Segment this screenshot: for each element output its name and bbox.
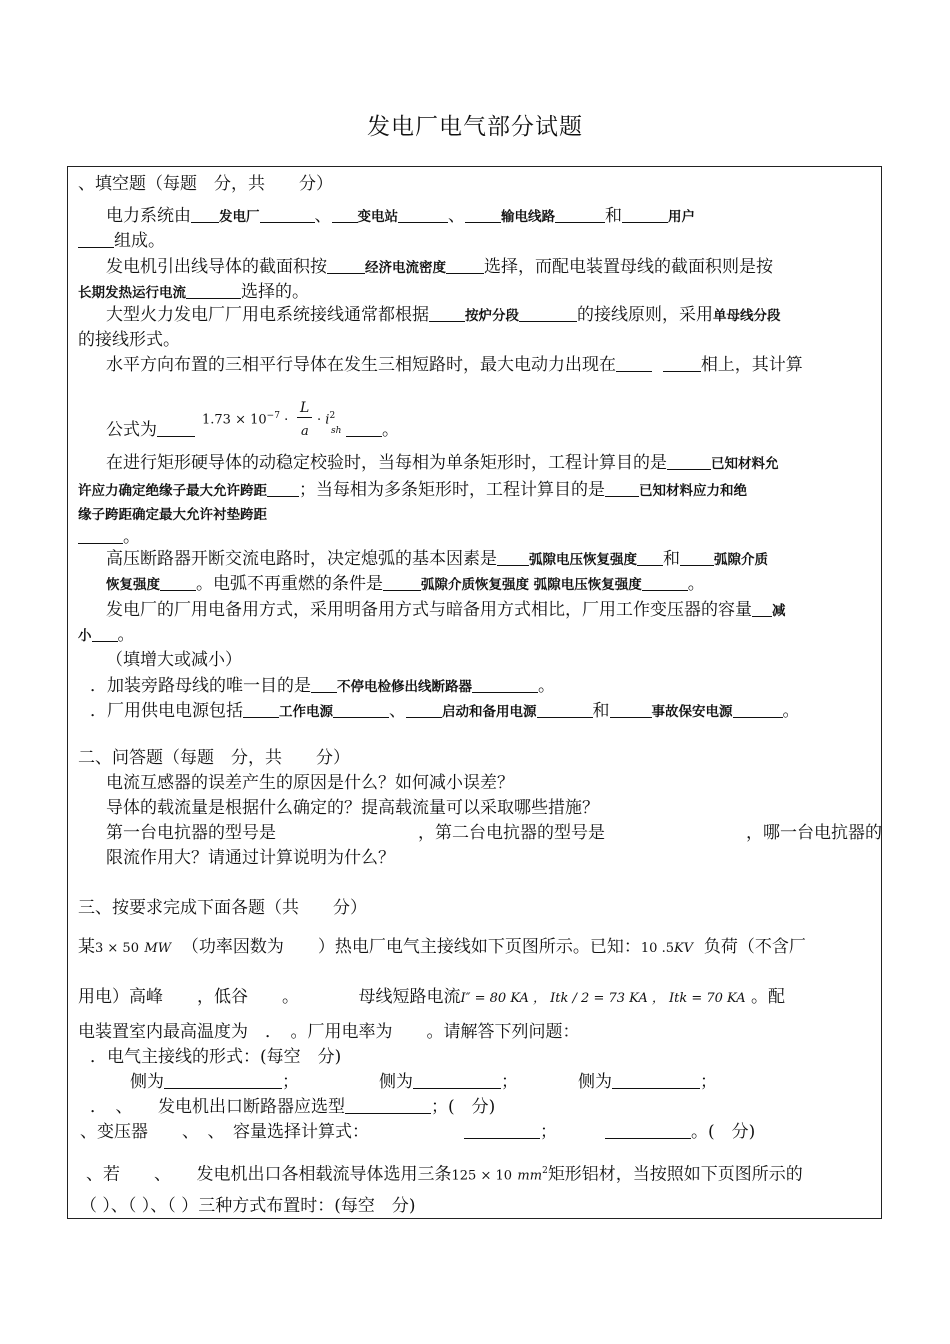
s3-q4: 、若 、 发电机出口各相载流导体选用三条125 × 10 $mm^2$矩形铝材，当按照如下页图所示的	[86, 1164, 803, 1185]
fraction-bar	[297, 417, 312, 418]
q6-line: 高压断路器开断交流电路时，决定熄弧的基本因素是 弧隙电压恢复强度 和 弧隙介质	[106, 549, 768, 569]
s2-q1: 电流互感器的误差产生的原因是什么？如何减小误差？	[106, 773, 514, 793]
s3-q2: ． 、 发电机出口断路器应选型 ；( 分)	[90, 1097, 496, 1117]
section1-heading: 、填空题（每题 分，共 分）	[78, 174, 333, 194]
formula-L: L	[300, 400, 310, 416]
q1-line: 电力系统由 发电厂 、 变电站 、 输电线路 和 用户	[106, 206, 695, 226]
q8-line: ．加装旁路母线的唯一目的是 不停电检修出线断路器 。	[90, 676, 555, 696]
q3-line2: 的接线形式。	[78, 330, 180, 350]
s3-q5: （ ）、（ ）、（ ）三种方式布置时：(每空 分)	[80, 1196, 416, 1216]
q3-line: 大型火力发电厂厂用电系统接线通常都根据 按炉分段 的接线原则，采用单母线分段	[106, 305, 781, 325]
q7-line2: 小 。	[78, 625, 135, 645]
page-title: 发电厂电气部分试题	[367, 114, 583, 140]
q4-line2: 公式为	[106, 419, 195, 441]
s2-q2: 导体的载流量是根据什么确定的？提高载流量可以采取哪些措施？	[106, 798, 599, 818]
s3-q1: ．电气主接线的形式：(每空 分)	[90, 1047, 342, 1067]
formula-sh: sh	[331, 426, 342, 436]
section3-heading: 三、按要求完成下面各题（共 分）	[78, 898, 367, 918]
q7-hint: （填增大或减小）	[106, 650, 242, 670]
q2-line2: 长期发热运行电流 选择的。	[78, 282, 309, 302]
q1-line2: 组成。	[78, 230, 165, 252]
formula-a: a	[301, 424, 309, 439]
s3-q3: 、变压器 、 、 容量选择计算式： ； 。( 分)	[80, 1122, 756, 1142]
formula-coef: $1.73 \times 10^{-7}$ ·	[202, 411, 289, 428]
q5-line2: 许应力确定绝缘子最大允许跨距 ；当每相为多条矩形时，工程计算目的是 已知材料应力和绝	[78, 480, 747, 500]
q6-line2: 恢复强度 。电弧不再重燃的条件是 弧隙介质恢复强度 弧隙电压恢复强度 。	[106, 574, 705, 594]
q4-line: 水平方向布置的三相平行导体在发生三相短路时，最大电动力出现在 相上，其计算	[106, 355, 803, 375]
formula-i: · $i^2$	[317, 411, 336, 428]
q7-line: 发电厂的厂用电备用方式，采用明备用方式与暗备用方式相比，厂用工作变压器的容量 减	[106, 600, 786, 620]
q5-line: 在进行矩形硬导体的动稳定校验时，当每相为单条矩形时，工程计算目的是 已知材料允	[106, 453, 779, 473]
s3-p1: 某3 × 50 MW （功率因数为 ）热电厂电气主接线如下页图所示。已知：10 .5KV 负荷（不含厂	[78, 937, 806, 957]
s2-q3b: ，第二台电抗器的型号是	[418, 823, 605, 843]
q5-line4: 。	[78, 526, 140, 548]
s2-q3c: ，哪一台电抗器的	[746, 823, 882, 843]
s3-p3: 电装置室内最高温度为 ． 。厂用电率为 。请解答下列问题：	[78, 1022, 580, 1042]
q2-line: 发电机引出线导体的截面积按 经济电流密度 选择，而配电装置母线的截面积则是按	[106, 257, 773, 277]
s3-q1-blanks: 侧为 ； 侧为 ； 侧为 ；	[130, 1072, 717, 1092]
q4-end: 。	[346, 419, 399, 441]
s2-q3a: 第一台电抗器的型号是	[106, 823, 276, 843]
section2-heading: 二、问答题（每题 分，共 分）	[78, 748, 350, 768]
s3-p2: 用电）高峰 ，低谷 。 母线短路电流I″ = 80 KA ， Itk / 2 = 73 KA ， Itk = 70 KA 。配	[78, 987, 786, 1007]
q5-line3: 缘子跨距确定最大允许衬垫跨距	[78, 507, 267, 523]
s2-q3d: 限流作用大？请通过计算说明为什么？	[106, 848, 395, 868]
q9-line: ．厂用供电电源包括 工作电源 、 启动和备用电源 和 事故保安电源 。	[90, 701, 800, 721]
